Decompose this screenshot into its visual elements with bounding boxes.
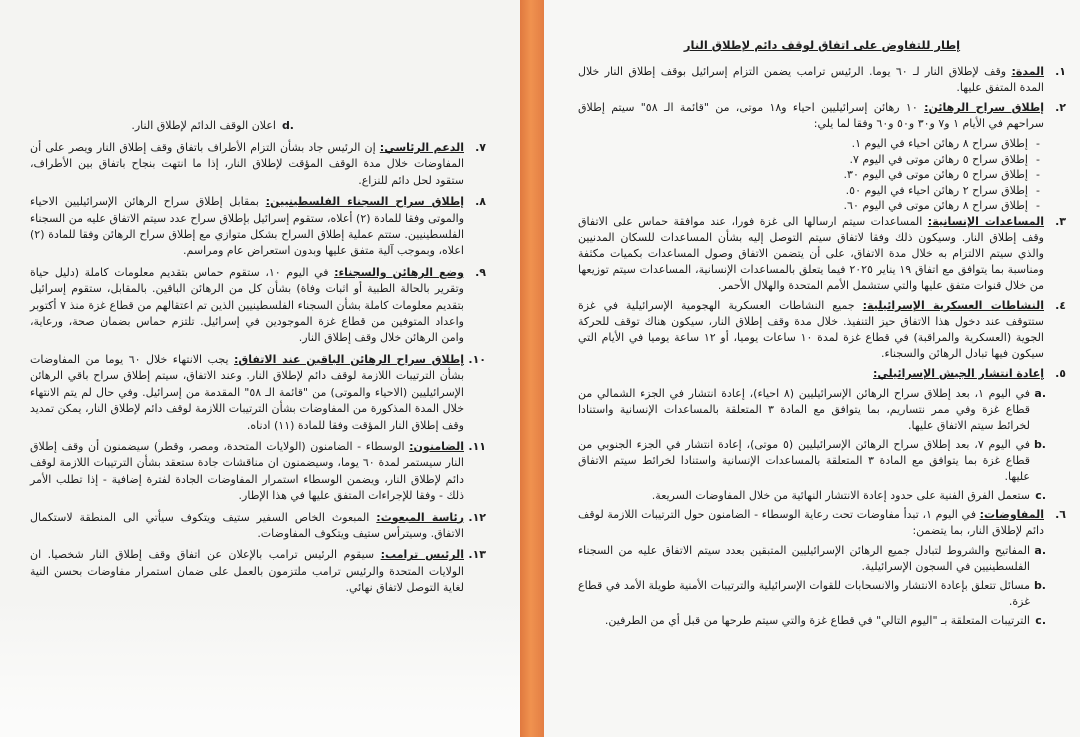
item-heading: رئاسة المبعوث: <box>376 510 464 524</box>
right-page-text <box>578 38 1066 629</box>
item-body: في اليوم ١٠، ستقوم حماس بتقديم معلومات كاملة (دليل حياة وتقرير بالحالة الطبية أو اثبات وفاة) بشأن كل من الرهائن الباقين. بالمقابل، ستقوم إسرائيل بتقديم معلومات كاملة بشأن السجناء الفلسطينيين الذين تم اعتقالهم من قطاع غزة منذ ٧ أكتوبر واعداد المتوفين من قطاع غزة الموجودين في إسرائيل. تلتزم حماس بضمان صحة، ورعاية، وامن الرهائن خلال وقف إطلاق النار. <box>30 265 464 345</box>
item-number: ٦. <box>1055 507 1066 521</box>
item-body: وقف لإطلاق النار لـ ٦٠ يوما. الرئيس ترامب يضمن التزام إسرائيل بوقف إطلاق النار خلال المدة المتفق عليها. <box>578 65 1044 94</box>
item-10 <box>30 352 486 434</box>
item-body: المبعوث الخاص السفير ستيف ويتكوف سيأتي الى المنطقة لاستكمال الاتفاق. وسيترأس ستيف ويتكوف المفاوضات. <box>30 510 464 540</box>
item-body: بمقابل إطلاق سراح الرهائن الإسرائيليين الاحياء والموتى وفقا للمادة (٢) أعلاه، ستقوم إسرائيل بإطلاق سراح عدد سيتم الاتفاق عليه من السجناء الفلسطينيين. ستتم عملية إطلاق السراح بشكل متوازي مع إطلاق سراح الرهائن وفقا للمادة (٢) اعلاه، وبموجب آلية متفق عليها وبدون استعراض عام ومراسم. <box>30 195 465 258</box>
list-item <box>578 488 1046 504</box>
item-letter: c. <box>1035 488 1046 502</box>
list-item <box>578 437 1046 485</box>
list-item: - إطلاق سراح ٨ رهائن موتى في اليوم ٦٠. <box>578 198 1040 214</box>
item-letter: d. <box>281 119 294 132</box>
document-title: إطار للتفاوض على اتفاق لوقف دائم لإطلاق النار <box>683 38 961 52</box>
page-bottom-fade <box>0 597 520 737</box>
item-d <box>30 118 486 134</box>
item-4 <box>578 298 1066 362</box>
item-number: ٨. <box>475 195 486 209</box>
item-text: في اليوم ٧، بعد إطلاق سراح الرهائن الإسرائيليين (٥ موتى)، إعادة انتشار في الجزء الجنوبي من قطاع غزة بما يتوافق مع المادة ٣ المتعلقة بالمساعدات الإنسانية واستنادا لخرائط سيتم الاتفاق عليها. <box>578 437 1030 483</box>
negotiations-list <box>578 543 1066 629</box>
list-item: - إطلاق سراح ٨ رهائن احياء في اليوم ١. <box>578 136 1040 152</box>
list-item <box>578 386 1046 434</box>
item-heading: الضامنون: <box>409 439 464 453</box>
item-letter: a. <box>1034 543 1046 557</box>
item-2 <box>578 100 1066 132</box>
item-1 <box>578 64 1066 96</box>
item-text: الترتيبات المتعلقة بـ "اليوم التالي" في قطاع غزة والتي سيتم طرحها من قبل أي من الطرفين. <box>604 613 1030 627</box>
redeployment-list <box>578 386 1066 504</box>
item-text: المفاتيح والشروط لتبادل جميع الرهائن الإسرائيليين المتبقين بعدد سيتم الاتفاق عليه من السجناء الفلسطينيين في السجون الإسرائيلية. <box>578 543 1030 573</box>
item-heading: الدعم الرئاسي: <box>379 141 464 154</box>
item-number: ٤. <box>1055 298 1066 312</box>
item-text: ستعمل الفرق الفنية على حدود إعادة الانتشار النهائية من خلال المفاوضات السريعة. <box>651 488 1030 502</box>
item-body: سيقوم الرئيس ترامب بالإعلان عن اتفاق وقف إطلاق النار شخصيا. ان الولايات المتحدة والرئيس ترامب ملتزمون بالعمل على ضمان استمرار مفاوضات بحسن النية لغاية التوصل لاتفاق نهائي. <box>30 548 464 595</box>
item-letter: c. <box>1035 613 1046 627</box>
item-heading: المفاوضات: <box>979 507 1044 521</box>
item-letter: b. <box>1033 578 1046 592</box>
item-body: الوسطاء - الضامنون (الولايات المتحدة، ومصر، وقطر) سيضمنون أن وقف إطلاق النار سيستمر لمدة ٦٠ يوما، وسيضمنون ان مناقشات جادة ستعقد بشأن الترتيبات اللازمة لوقف دائم لإطلاق النار، ويضمن الوسطاء استمرار المفاوضات الجادة لفترة إضافية - إذا تطلب الأمر ذلك - وفقا للإجراءات المتفق عليها في هذا الإطار. <box>30 439 464 503</box>
item-body: المساعدات سيتم ارسالها الى غزة فورا، عند موافقة حماس على الاتفاق وقف إطلاق النار. وسيكون ذلك وفقا لاتفاق سيتم التوصل إليه بشأن المساعدات للسكان المدنيين والذي سيتم الالتزام به خلال مدة الاتفاق، على أن يتضمن الاتفاق وصول المساعدات بكميات مكثفة ومناسبة بما يتوافق مع اتفاق ١٩ يناير ٢٠٢٥ فيما يتعلق بالمساعدات الإنسانية، المساعدات سيتم توزيعها من خلال قنوات متفق عليها والتي ستشمل الأمم المتحدة والهلال الأحمر. <box>578 214 1044 292</box>
item-text: اعلان الوقف الدائم لإطلاق النار. <box>131 119 276 132</box>
hostage-schedule-list <box>578 136 1066 214</box>
item-text: في اليوم ١، بعد إطلاق سراح الرهائن الإسرائيليين (٨ احياء)، إعادة انتشار في الجزء الشمالي من قطاع غزة وفي ممر نتساريم، بما يتوافق مع المادة ٣ المتعلقة بالمساعدات الإنسانية واستنادا لخرائط سيتم الاتفاق عليها. <box>578 386 1031 432</box>
list-item: - إطلاق سراح ٥ رهائن موتى في اليوم ٣٠. <box>578 167 1040 183</box>
item-6 <box>578 507 1066 539</box>
list-item <box>578 613 1046 629</box>
item-heading: إطلاق سراح الرهائن الباقين عند الاتفاق: <box>233 352 464 366</box>
item-8 <box>30 194 486 260</box>
item-heading: وضع الرهائن والسجناء: <box>334 265 464 279</box>
item-heading: المدة: <box>1011 65 1044 78</box>
item-9 <box>30 265 486 347</box>
item-body: إن الرئيس جاد بشأن التزام الأطراف باتفاق وقف إطلاق النار ويصر على أن المفاوضات خلال مدة الوقف المؤقت لإطلاق النار، إذا ما انتهت بنجاح باتفاق بين الأطراف، ستقود لحل دائم للنزاع. <box>30 141 464 187</box>
item-heading: إطلاق سراح الرهائن: <box>924 101 1044 114</box>
item-number: ٢. <box>1055 101 1066 114</box>
item-13 <box>30 547 486 596</box>
item-heading: إعادة انتشار الجيش الإسرائيلي: <box>873 366 1044 380</box>
item-text: مسائل تتعلق بإعادة الانتشار والانسحابات للقوات الإسرائيلية والترتيبات الأمنية طويلة الأمد في قطاع غزة. <box>578 578 1030 608</box>
list-item <box>578 578 1046 610</box>
item-3 <box>578 214 1066 294</box>
list-item: - إطلاق سراح ٥ رهائن موتى في اليوم ٧. <box>578 152 1040 168</box>
item-heading: إطلاق سراح السجناء الفلسطينيين: <box>265 195 464 209</box>
item-number: ٥. <box>1055 366 1066 380</box>
item-body: جميع النشاطات العسكرية الهجومية الإسرائيلية في غزة ستتوقف عند دخول هذا الاتفاق حيز التنفيذ. خلال مدة وقف إطلاق النار، سيكون هناك توقف للحركة الجوية (العسكرية والمراقبة) في قطاع غزة لمدة ١٠ ساعات يوميا، أو ١٢ ساعة يوميا في الأيام التي سيكون فيها تبادل الرهائن والسجناء. <box>578 298 1044 360</box>
binder-strip <box>520 0 544 737</box>
item-12 <box>30 510 486 543</box>
right-page <box>544 0 1080 737</box>
item-body: في اليوم ١، تبدأ مفاوضات تحت رعاية الوسطاء - الضامنون حول الترتيبات اللازمة لوقف دائم لإطلاق النار، بما يتضمن: <box>578 507 1044 537</box>
list-item: - إطلاق سراح ٢ رهائن احياء في اليوم ٥٠. <box>578 183 1040 199</box>
item-number: ١٠. <box>468 352 486 366</box>
item-number: ٧. <box>475 141 486 154</box>
item-number: ١١. <box>468 439 486 453</box>
item-number: ١٣. <box>468 548 486 562</box>
left-page <box>0 0 520 737</box>
item-heading: المساعدات الإنسانية: <box>927 214 1044 228</box>
item-7 <box>30 140 486 189</box>
item-letter: a. <box>1034 386 1046 400</box>
item-letter: b. <box>1033 437 1046 451</box>
item-number: ١. <box>1055 65 1066 78</box>
list-item <box>578 543 1046 575</box>
item-number: ١٢. <box>468 510 486 524</box>
item-body: يجب الانتهاء خلال ٦٠ يوما من المفاوضات بشأن الترتيبات اللازمة لوقف دائم لإطلاق النار. وعند الاتفاق، سيتم إطلاق سراح باقي الرهائن الإسرائيليين (الاحياء والموتى) من "قائمة الـ ٥٨" المقدمة من إسرائيل. وفي حال لم يتم الانتهاء خلال المدة المذكورة من المفاوضات بشأن الترتيبات اللازمة لوقف دائم لإطلاق النار، يمكن تمديد وقف إطلاق النار المؤقت وفقا للمادة (١١) ادناه. <box>30 352 464 432</box>
item-number: ٩. <box>475 265 486 279</box>
item-body: ١٠ رهائن إسرائيليين احياء و١٨ موتى، من "قائمة الـ ٥٨" سيتم إطلاق سراحهم في الأيام ١ و٧ و٣٠ و٥٠ و٦٠ وفقا لما يلي: <box>578 101 1044 130</box>
item-number: ٣. <box>1055 214 1066 228</box>
item-11 <box>30 439 486 505</box>
item-5 <box>578 366 1066 382</box>
item-heading: النشاطات العسكرية الإسرائيلية: <box>862 298 1044 312</box>
item-heading: الرئيس ترامب: <box>380 548 464 562</box>
left-page-text <box>30 118 486 597</box>
